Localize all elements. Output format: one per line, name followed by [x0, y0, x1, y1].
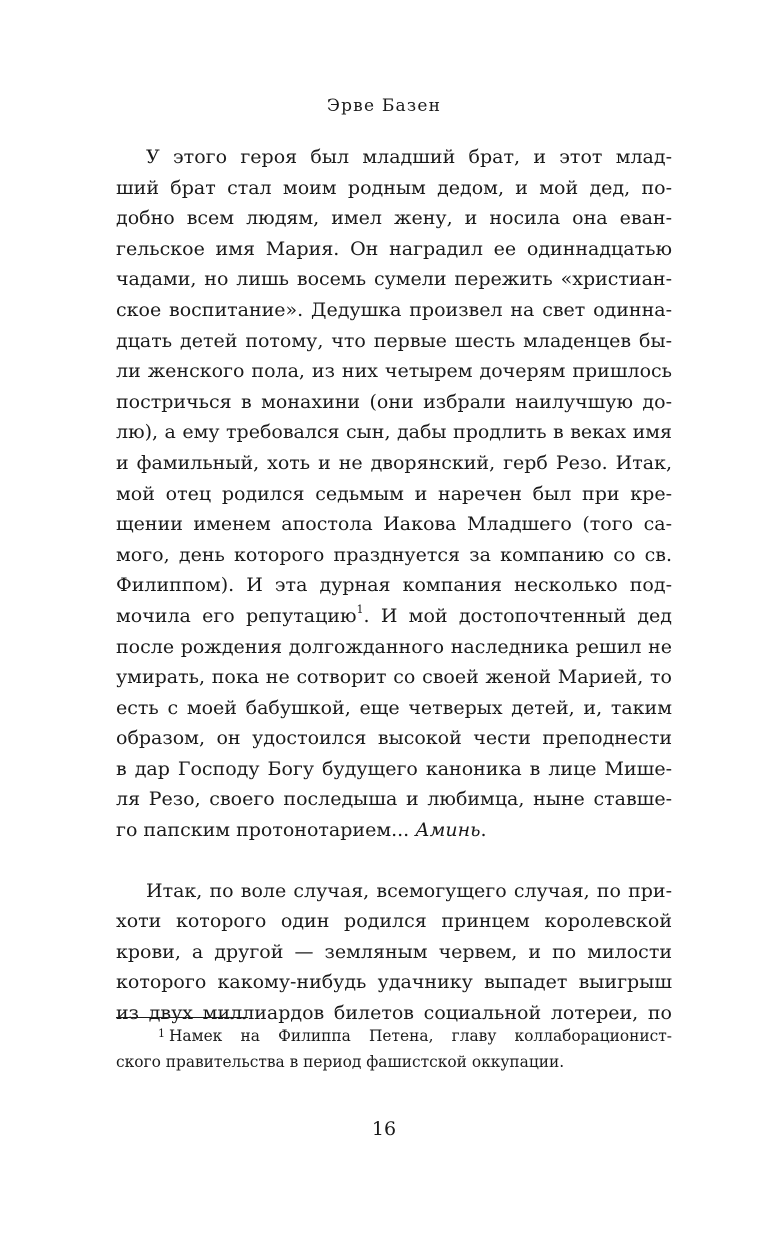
text-line: и фамильный, хоть и не дворянский, герб Резо. Итак, — [116, 451, 672, 474]
footnote-text: Намек на Филиппа Петена, главу коллаборационист- — [169, 1027, 672, 1045]
text-fragment: . — [480, 819, 487, 842]
text-line: после рождения долгожданного наследника решил не — [116, 635, 672, 658]
paragraph-spacer — [116, 846, 672, 876]
text-line: лю), а ему требовался сын, дабы продлить в веках имя — [116, 421, 672, 444]
running-head-author: Эрве Базен — [326, 96, 442, 116]
text-line: гельское имя Мария. Он наградил ее одиннадцатью — [116, 237, 672, 260]
footnote-number: 1 — [158, 1027, 165, 1040]
text-line: образом, он удостоился высокой чести преподнести — [116, 727, 672, 750]
text-line: ля Резо, своего последыша и любимца, ныне ставше- — [116, 788, 672, 811]
text-line: постричься в монахини (они избрали наилучшую до- — [116, 390, 672, 413]
text-line: мой отец родился седьмым и наречен был при кре- — [116, 482, 672, 505]
footnote-line: ского правительства в период фашистской оккупации. — [116, 1052, 565, 1071]
footnote-reference[interactable]: 1 — [356, 602, 364, 616]
text-line: ское воспитание». Дедушка произвел на свет одинна- — [116, 298, 672, 321]
text-line: которого какому-нибудь удачнику выпадет выигрыш — [116, 971, 672, 994]
text-fragment: го папским протонотарием... — [116, 819, 416, 842]
footnote — [116, 1024, 672, 1075]
text-line: Итак, по воле случая, всемогущего случая, по при- — [146, 879, 672, 902]
paragraph-2 — [116, 876, 672, 1029]
text-line — [116, 815, 672, 846]
text-line: есть с моей бабушкой, еще четверых детей, и, таким — [116, 696, 672, 719]
text-line: добно всем людям, имел жену, и носила она еван- — [116, 207, 672, 230]
footnote-separator — [116, 1017, 248, 1018]
text-line: крови, а другой — земляным червем, и по милости — [116, 940, 672, 963]
text-line: чадами, но лишь восемь сумели пережить «христиан- — [116, 268, 672, 291]
text-line: мого, день которого празднуется за компанию со св. — [116, 543, 672, 566]
italic-word: Аминь — [415, 819, 481, 842]
page-number: 16 — [371, 1118, 397, 1140]
text-line: из двух миллиардов билетов социальной лотереи, по — [116, 1002, 672, 1025]
text-line: хоти которого один родился принцем королевской — [116, 910, 672, 933]
text-line: в дар Господу Богу будущего каноника в лице Мише- — [116, 757, 672, 780]
text-line: ли женского пола, из них четырем дочерям пришлось — [116, 360, 672, 383]
text-fragment: . И мой достопочтенный дед — [363, 604, 672, 627]
paragraph-1 — [116, 142, 672, 846]
text-line: ший брат стал моим родным дедом, и мой дед, по- — [116, 176, 672, 199]
text-line: умирать, пока не сотворит со своей женой Марией, то — [116, 666, 672, 689]
text-line: щении именем апостола Иакова Младшего (того са- — [116, 513, 672, 536]
text-line: дцать детей потому, что первые шесть младенцев бы- — [116, 329, 672, 352]
text-line-with-footnote-ref — [116, 601, 672, 632]
text-fragment: мочила его репутацию — [116, 604, 357, 627]
text-line: У этого героя был младший брат, и этот млад- — [146, 146, 672, 168]
main-text — [116, 142, 672, 1029]
text-line: Филиппом). И эта дурная компания несколько под- — [116, 574, 672, 597]
footnote-line — [116, 1024, 672, 1050]
